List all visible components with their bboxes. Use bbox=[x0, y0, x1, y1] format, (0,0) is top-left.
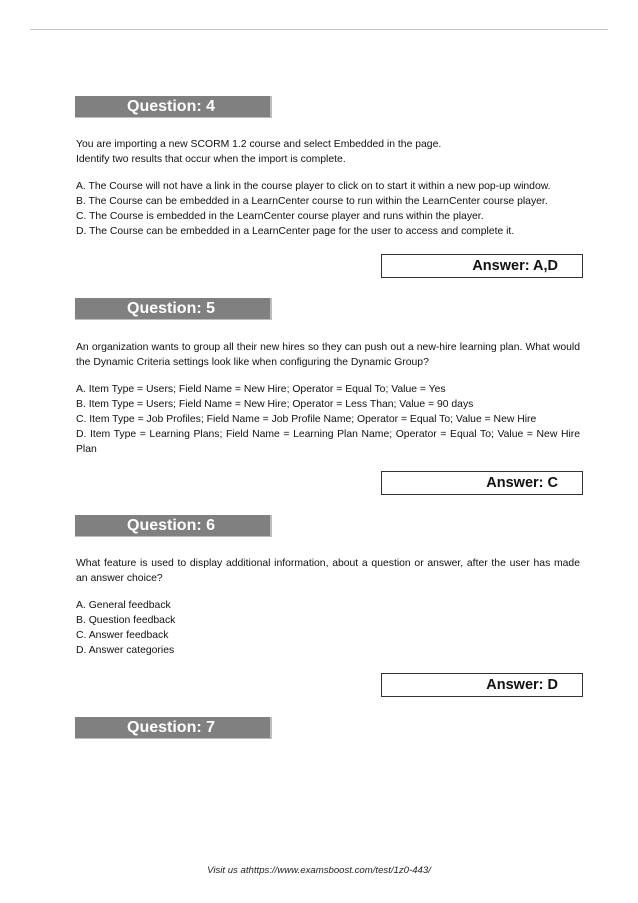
question-6-option-d: D. Answer categories bbox=[76, 645, 175, 656]
question-4-stem-line: Identify two results that occur when the import is complete. bbox=[76, 154, 346, 165]
question-4-banner: Question: 4 bbox=[75, 96, 272, 118]
question-4-option-d: D. The Course can be embedded in a LearnCenter page for the user to access and complete it. bbox=[76, 226, 515, 237]
question-7-banner: Question: 7 bbox=[75, 717, 272, 739]
question-5-option-b: B. Item Type = Users; Field Name = New Hire; Operator = Less Than; Value = 90 days bbox=[76, 399, 474, 410]
question-4-body bbox=[76, 137, 580, 239]
question-6-stem: What feature is used to display additional information, about a question or answer, after the user has made an answer choice? bbox=[76, 558, 580, 584]
question-5-option-d: D. Item Type = Learning Plans; Field Name = Learning Plan Name; Operator = Equal To; Value = New Hire Plan bbox=[76, 429, 580, 455]
question-4-stem-line: You are importing a new SCORM 1.2 course and select Embedded in the page. bbox=[76, 139, 442, 150]
question-4-answer: Answer: A,D bbox=[381, 254, 583, 278]
header-rule bbox=[30, 29, 608, 30]
question-6-option-c: C. Answer feedback bbox=[76, 630, 169, 641]
question-5-banner: Question: 5 bbox=[75, 298, 272, 320]
question-5-answer: Answer: C bbox=[381, 471, 583, 495]
question-4-option-a: A. The Course will not have a link in the course player to click on to start it within a new pop-up window. bbox=[76, 181, 551, 192]
question-6-banner: Question: 6 bbox=[75, 515, 272, 537]
question-5-option-a: A. Item Type = Users; Field Name = New Hire; Operator = Equal To; Value = Yes bbox=[76, 384, 446, 395]
question-6-body bbox=[76, 556, 580, 658]
question-5-option-c: C. Item Type = Job Profiles; Field Name = Job Profile Name; Operator = Equal To; Value = New Hire bbox=[76, 414, 537, 425]
footer-visit-text: Visit us athttps://www.examsboost.com/test/1z0-443/ bbox=[207, 865, 431, 876]
question-6-option-a: A. General feedback bbox=[76, 600, 171, 611]
question-4-option-b: B. The Course can be embedded in a LearnCenter course to run within the LearnCenter course player. bbox=[76, 196, 548, 207]
question-5-body bbox=[76, 340, 580, 457]
question-6-option-b: B. Question feedback bbox=[76, 615, 176, 626]
question-6-answer: Answer: D bbox=[381, 673, 583, 697]
question-4-option-c: C. The Course is embedded in the LearnCenter course player and runs within the player. bbox=[76, 211, 484, 222]
question-5-stem: An organization wants to group all their new hires so they can push out a new-hire learning plan. What would the Dynamic Criteria settings look like when configuring the Dynamic Group? bbox=[76, 342, 580, 368]
